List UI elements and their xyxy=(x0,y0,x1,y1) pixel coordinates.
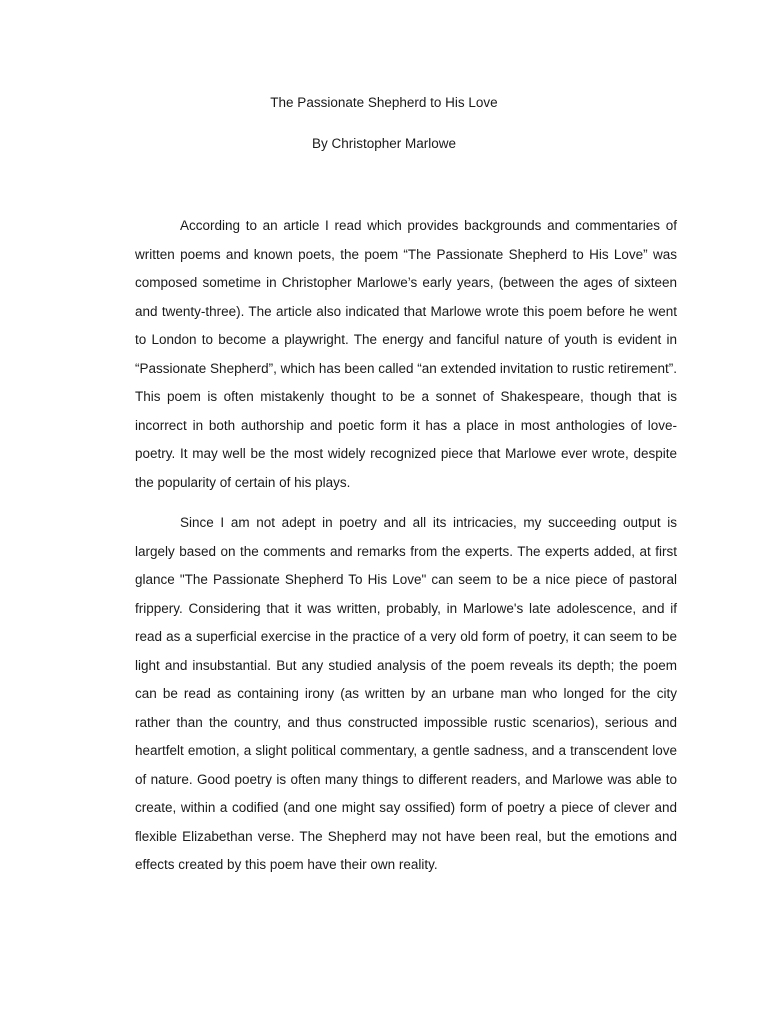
paragraph-1: According to an article I read which provides backgrounds and commentaries of written poems and known poets, the poem “The Passionate Shepherd to His Love” was composed sometime in Christopher Marlowe’s early years, (between the ages of sixteen and twenty-three). The article also indicated that Marlowe wrote this poem before he went to London to become a playwright. The energy and fanciful nature of youth is evident in “Passionate Shepherd”, which has been called “an extended invitation to rustic retirement”. This poem is often mistakenly thought to be a sonnet of Shakespeare, though that is incorrect in both authorship and poetic form it has a place in most anthologies of love-poetry. It may well be the most widely recognized piece that Marlowe ever wrote, despite the popularity of certain of his plays. xyxy=(135,218,677,490)
document-title: The Passionate Shepherd to His Love xyxy=(270,95,498,110)
paragraph-2: Since I am not adept in poetry and all its intricacies, my succeeding output is largely based on the comments and remarks from the experts. The experts added, at first glance "The Passionate Shepherd To His Love" can seem to be a nice piece of pastoral frippery. Considering that it was written, probably, in Marlowe's late adolescence, and if read as a superficial exercise in the practice of a very old form of poetry, it can seem to be light and insubstantial. But any studied analysis of the poem reveals its depth; the poem can be read as containing irony (as written by an urbane man who longed for the city rather than the country, and thus constructed impossible rustic scenarios), serious and heartfelt emotion, a slight political commentary, a gentle sadness, and a transcendent love of nature. Good poetry is often many things to different readers, and Marlowe was able to create, within a codified (and one might say ossified) form of poetry a piece of clever and flexible Elizabethan verse. The Shepherd may not have been real, but the emotions and effects created by this poem have their own reality. xyxy=(135,515,677,872)
author-line: By Christopher Marlowe xyxy=(311,136,457,151)
